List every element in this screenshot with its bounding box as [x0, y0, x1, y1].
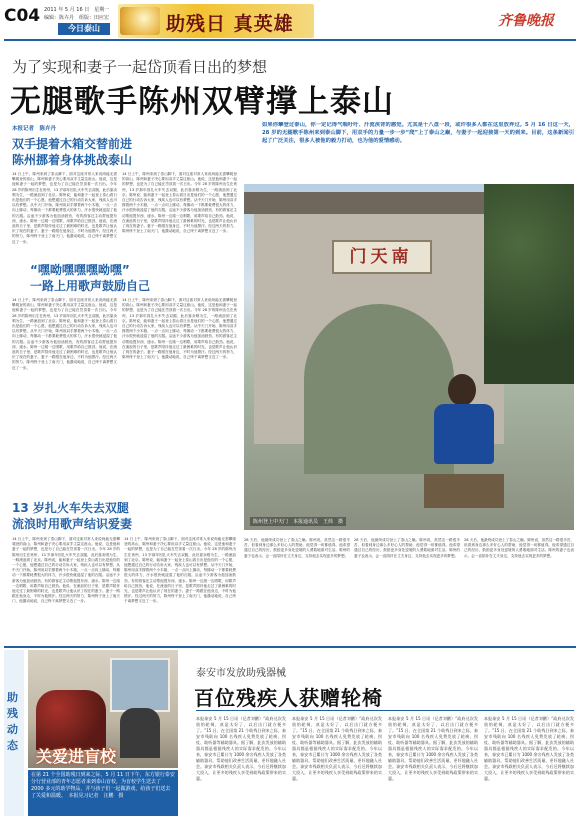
page-code: C04: [4, 6, 41, 26]
bottom-photo-title: 关爱进盲校: [36, 747, 117, 766]
page-header: [0, 0, 580, 40]
section-divider: [4, 646, 576, 648]
article-col-4: 本报泰安 5 月 15 日讯（记者刘鹏）“政府这次发放的轮椅，真是太好了，以后出门就方便多了。”15 日，在全国第 21 个助残日到来之际，泰安市残联向 100 名残疾人免费发放了轮椅、拐杖、助听器等辅助器具。据了解，此次发放的辅助器具都是根据残疾人的实际需求配发的。今年以来，泰安市已累计为 1000 余名残疾人发放了各类辅助器具，帮助他们改善生活质量、更好地融入社会。泰安市残联相关负责人表示，今后还将继续加大投入，让更多的残疾人享受到助残政策带来的实惠。: [484, 716, 574, 781]
banner-figures-art: [120, 7, 160, 35]
main-headline: 无腿歌手陈州双臂撑上泰山: [10, 84, 394, 120]
trees: [484, 184, 574, 384]
body-col-1b: 14 日上午，陈州来到了泰山脚下，面对这座对常人来说尚能无需攀爬登的高山，陈州和妻子决心要用双手丈量这座山。他说，这是他和妻子一起的梦想，也是为了自己能在岱顶看一次日出。今年 28 岁的陈州出生在贵州，13 岁那年因扎火车失去双腿，此后靠卖唱为生，一路流浪到了北京。陈州说，能和妻子一起登上泰山看日出是他们的一个心愿，他想通过自己的行动告诉大家，残疾人也可以有梦想。从中天门开始，陈州用双手撑着两个小木箱，一点一点向上挪动，每挪动一下都要耗费很大的体力，汗水很快就浸湿了他的衣服。沿途不少游客为他加油鼓劲，有的游客还主动帮他提东西、递水。陈州一边爬一边唱歌，用歌声给自己鼓劲。他说，在流浪的日子里，是歌声陪伴他走过了最困难的时光，也是歌声让他认识了现在的妻子。妻子一路跟在他身边，不时为他擦汗。经过两天的努力，陈州终于登上了南天门，他激动地说，自己终于离梦想又近了一步。: [122, 172, 237, 234]
lead-paragraph: 如果你攀登过泰山，你一定记得气喘吁吁、汗流浃背的感觉。尤其是十八盘一段，或许很多人都在这里放弃过。5 月 16 日这一天，28 岁的无腿歌手陈州来到泰山脚下，用双手的力量一步一步“爬”上了泰山之巅，与妻子一起迎接第一天的到来。目前，这条新闻引起了广泛关注，很多人被他的毅力打动，也为他的爱情感动。: [262, 122, 574, 144]
body-col-4c: 28 天后，他最终成功登上了泰山之巅。陈州说，虽然这一路很辛苦，但看到身边那么多好心人的帮助，他觉得一切都值得。他希望通过自己的经历，鼓励更多身处逆境的人勇敢地面对生活。陈州的妻子也表示，会一直陪伴在丈夫身边，支持他去实现更多的梦想。: [464, 538, 574, 558]
body-col-2b: 14 日上午，陈州来到了泰山脚下，面对这座对常人来说尚能无需攀爬登的高山，陈州和妻子决心要用双手丈量这座山。他说，这是他和妻子一起的梦想，也是为了自己能在岱顶看一次日出。今年 28 岁的陈州出生在贵州，13 岁那年因扎火车失去双腿，此后靠卖唱为生，一路流浪到了北京。陈州说，能和妻子一起登上泰山看日出是他们的一个心愿，他想通过自己的行动告诉大家，残疾人也可以有梦想。从中天门开始，陈州用双手撑着两个小木箱，一点一点向上挪动，每挪动一下都要耗费很大的体力，汗水很快就浸湿了他的衣服。沿途不少游客为他加油鼓劲，有的游客还主动帮他提东西、递水。陈州一边爬一边唱歌，用歌声给自己鼓劲。他说，在流浪的日子里，是歌声陪伴他走过了最困难的时光，也是歌声让他认识了现在的妻子。妻子一路跟在他身边，不时为他擦汗。经过两天的努力，陈州终于登上了南天门，他激动地说，自己终于离梦想又近了一步。: [122, 298, 237, 360]
body-col-3a: 14 日上午，陈州来到了泰山脚下，面对这座对常人来说尚能无需攀爬登的高山，陈州和妻子决心要用双手丈量这座山。他说，这是他和妻子一起的梦想，也是为了自己能在岱顶看一次日出。今年 28 岁的陈州出生在贵州，13 岁那年因扎火车失去双腿，此后靠卖唱为生，一路流浪到了北京。陈州说，能和妻子一起登上泰山看日出是他们的一个心愿，他想通过自己的行动告诉大家，残疾人也可以有梦想。从中天门开始，陈州用双手撑着两个小木箱，一点一点向上挪动，每挪动一下都要耗费很大的体力，汗水很快就浸湿了他的衣服。沿途不少游客为他加油鼓劲，有的游客还主动帮他提东西、递水。陈州一边爬一边唱歌，用歌声给自己鼓劲。他说，在流浪的日子里，是歌声陪伴他走过了最困难的时光，也是歌声让他认识了现在的妻子。妻子一路跟在他身边，不时为他擦汗。经过两天的努力，陈州终于登上了南天门，他激动地说，自己终于离梦想又近了一步。: [12, 537, 120, 604]
person-shirt: [434, 404, 494, 464]
sidebar-vertical-tag: [4, 650, 24, 816]
gate-roof: [244, 192, 514, 214]
bottom-photo: [28, 650, 178, 768]
byline: 本报记者 陈卉丹: [12, 126, 57, 132]
subhead-1: 双手提着木箱交替前进 陈州挪着身体挑战泰山: [12, 137, 133, 167]
column-banner-title: 助残日 真英雄: [166, 13, 294, 35]
article-col-3: 本报泰安 5 月 15 日讯（记者刘鹏）“政府这次发放的轮椅，真是太好了，以后出门就方便多了。”15 日，在全国第 21 个助残日到来之际，泰安市残联向 100 名残疾人免费发放了轮椅、拐杖、助听器等辅助器具。据了解，此次发放的辅助器具都是根据残疾人的实际需求配发的。今年以来，泰安市已累计为 1000 余名残疾人发放了各类辅助器具，帮助他们改善生活质量、更好地融入社会。泰安市残联相关负责人表示，今后还将继续加大投入，让更多的残疾人享受到助残政策带来的实惠。: [388, 716, 478, 781]
body-col-2a: 14 日上午，陈州来到了泰山脚下，面对这座对常人来说尚能无需攀爬登的高山，陈州和妻子决心要用双手丈量这座山。他说，这是他和妻子一起的梦想，也是为了自己能在岱顶看一次日出。今年 28 岁的陈州出生在贵州，13 岁那年因扎火车失去双腿，此后靠卖唱为生，一路流浪到了北京。陈州说，能和妻子一起登上泰山看日出是他们的一个心愿，他想通过自己的行动告诉大家，残疾人也可以有梦想。从中天门开始，陈州用双手撑着两个小木箱，一点一点向上挪动，每挪动一下都要耗费很大的体力，汗水很快就浸湿了他的衣服。沿途不少游客为他加油鼓劲，有的游客还主动帮他提东西、递水。陈州一边爬一边唱歌，用歌声给自己鼓劲。他说，在流浪的日子里，是歌声陪伴他走过了最困难的时光，也是歌声让他认识了现在的妻子。妻子一路跟在他身边，不时为他擦汗。经过两天的努力，陈州终于登上了南天门，他激动地说，自己终于离梦想又近了一步。: [12, 298, 117, 370]
person-head: [448, 374, 476, 406]
main-kicker: 为了实现和妻子一起岱顶看日出的梦想: [12, 58, 268, 76]
photo-people-left: [36, 690, 106, 750]
article-kicker: 泰安市发放助残器械: [196, 668, 286, 679]
body-col-3b: 14 日上午，陈州来到了泰山脚下，面对这座对常人来说尚能无需攀爬登的高山，陈州和妻子决心要用双手丈量这座山。他说，这是他和妻子一起的梦想，也是为了自己能在岱顶看一次日出。今年 28 岁的陈州出生在贵州，13 岁那年因扎火车失去双腿，此后靠卖唱为生，一路流浪到了北京。陈州说，能和妻子一起登上泰山看日出是他们的一个心愿，他想通过自己的行动告诉大家，残疾人也可以有梦想。从中天门开始，陈州用双手撑着两个小木箱，一点一点向上挪动，每挪动一下都要耗费很大的体力，汗水很快就浸湿了他的衣服。沿途不少游客为他加油鼓劲，有的游客还主动帮他提东西、递水。陈州一边爬一边唱歌，用歌声给自己鼓劲。他说，在流浪的日子里，是歌声陪伴他走过了最困难的时光，也是歌声让他认识了现在的妻子。妻子一路跟在他身边，不时为他擦汗。经过两天的努力，陈州终于登上了南天门，他激动地说，自己终于离梦想又近了一步。: [124, 537, 236, 604]
person-figure: [414, 374, 514, 524]
main-photo: [244, 184, 574, 530]
article-rule: [196, 710, 574, 711]
person-box: [424, 474, 504, 508]
subhead-2: “嘿呦嘿嘿嘿呦嘿” 一路上用歌声鼓励自己: [30, 263, 151, 293]
article-col-1: 本报泰安 5 月 15 日讯（记者刘鹏）“政府这次发放的轮椅，真是太好了，以后出门就方便多了。”15 日，在全国第 21 个助残日到来之际，泰安市残联向 100 名残疾人免费发放了轮椅、拐杖、助听器等辅助器具。据了解，此次发放的辅助器具都是根据残疾人的实际需求配发的。今年以来，泰安市已累计为 1000 余名残疾人发放了各类辅助器具，帮助他们改善生活质量、更好地融入社会。泰安市残联相关负责人表示，今后还将继续加大投入，让更多的残疾人享受到助残政策带来的实惠。: [196, 716, 286, 781]
editor-line: 编辑：陈卉丹 组版：田应宏: [44, 15, 110, 21]
photo-window: [110, 658, 170, 712]
header-divider: [4, 39, 576, 41]
article-col-2: 本报泰安 5 月 15 日讯（记者刘鹏）“政府这次发放的轮椅，真是太好了，以后出门就方便多了。”15 日，在全国第 21 个助残日到来之际，泰安市残联向 100 名残疾人免费发放了轮椅、拐杖、助听器等辅助器具。据了解，此次发放的辅助器具都是根据残疾人的实际需求配发的。今年以来，泰安市已累计为 1000 余名残疾人发放了各类辅助器具，帮助他们改善生活质量、更好地融入社会。泰安市残联相关负责人表示，今后还将继续加大投入，让更多的残疾人享受到助残政策带来的实惠。: [292, 716, 382, 781]
section-tag: 今日泰山: [58, 23, 110, 35]
date-line: 2011 年 5 月 16 日 星期一: [44, 7, 110, 13]
subhead-3: 13 岁扎火车失去双腿 流浪时用歌声结识爱妻: [12, 501, 133, 531]
photo-caption: 陈州登上中天门 本报通讯员 王炜 摄: [250, 517, 346, 526]
article-headline: 百位残疾人获赠轮椅: [194, 686, 383, 710]
photo-people-right: [120, 708, 160, 758]
sidebar-vertical-text: 助残动态: [7, 691, 18, 752]
paper-logo: 齐鲁晚报: [498, 13, 554, 29]
body-col-4a: 28 天后，他最终成功登上了泰山之巅。陈州说，虽然这一路很辛苦，但看到身边那么多好心人的帮助，他觉得一切都值得。他希望通过自己的经历，鼓励更多身处逆境的人勇敢地面对生活。陈州的妻子也表示，会一直陪伴在丈夫身边，支持他去实现更多的梦想。: [244, 538, 350, 558]
bottom-photo-caption: 在第 21 个全国助残日到来之际，5 月 11 日下午，东方银行泰安分行营业部的青年志愿者来到泰山盲校，为盲校学生送去了 2000 多元的助学物品，并与孩子们一起做游戏，给孩子们送去了关爱和温暖。 本报见习记者 汪鹏 摄: [28, 770, 178, 816]
column-banner: [118, 4, 314, 38]
body-col-1a: 14 日上午，陈州来到了泰山脚下，面对这座对常人来说尚能无需攀爬登的高山，陈州和妻子决心要用双手丈量这座山。他说，这是他和妻子一起的梦想，也是为了自己能在岱顶看一次日出。今年 28 岁的陈州出生在贵州，13 岁那年因扎火车失去双腿，此后靠卖唱为生，一路流浪到了北京。陈州说，能和妻子一起登上泰山看日出是他们的一个心愿，他想通过自己的行动告诉大家，残疾人也可以有梦想。从中天门开始，陈州用双手撑着两个小木箱，一点一点向上挪动，每挪动一下都要耗费很大的体力，汗水很快就浸湿了他的衣服。沿途不少游客为他加油鼓劲，有的游客还主动帮他提东西、递水。陈州一边爬一边唱歌，用歌声给自己鼓劲。他说，在流浪的日子里，是歌声陪伴他走过了最困难的时光，也是歌声让他认识了现在的妻子。妻子一路跟在他身边，不时为他擦汗。经过两天的努力，陈州终于登上了南天门，他激动地说，自己终于离梦想又近了一步。: [12, 172, 117, 244]
gate-sign: 门天南: [349, 247, 413, 267]
body-col-4b: 28 天后，他最终成功登上了泰山之巅。陈州说，虽然这一路很辛苦，但看到身边那么多好心人的帮助，他觉得一切都值得。他希望通过自己的经历，鼓励更多身处逆境的人勇敢地面对生活。陈州的妻子也表示，会一直陪伴在丈夫身边，支持他去实现更多的梦想。: [354, 538, 460, 558]
